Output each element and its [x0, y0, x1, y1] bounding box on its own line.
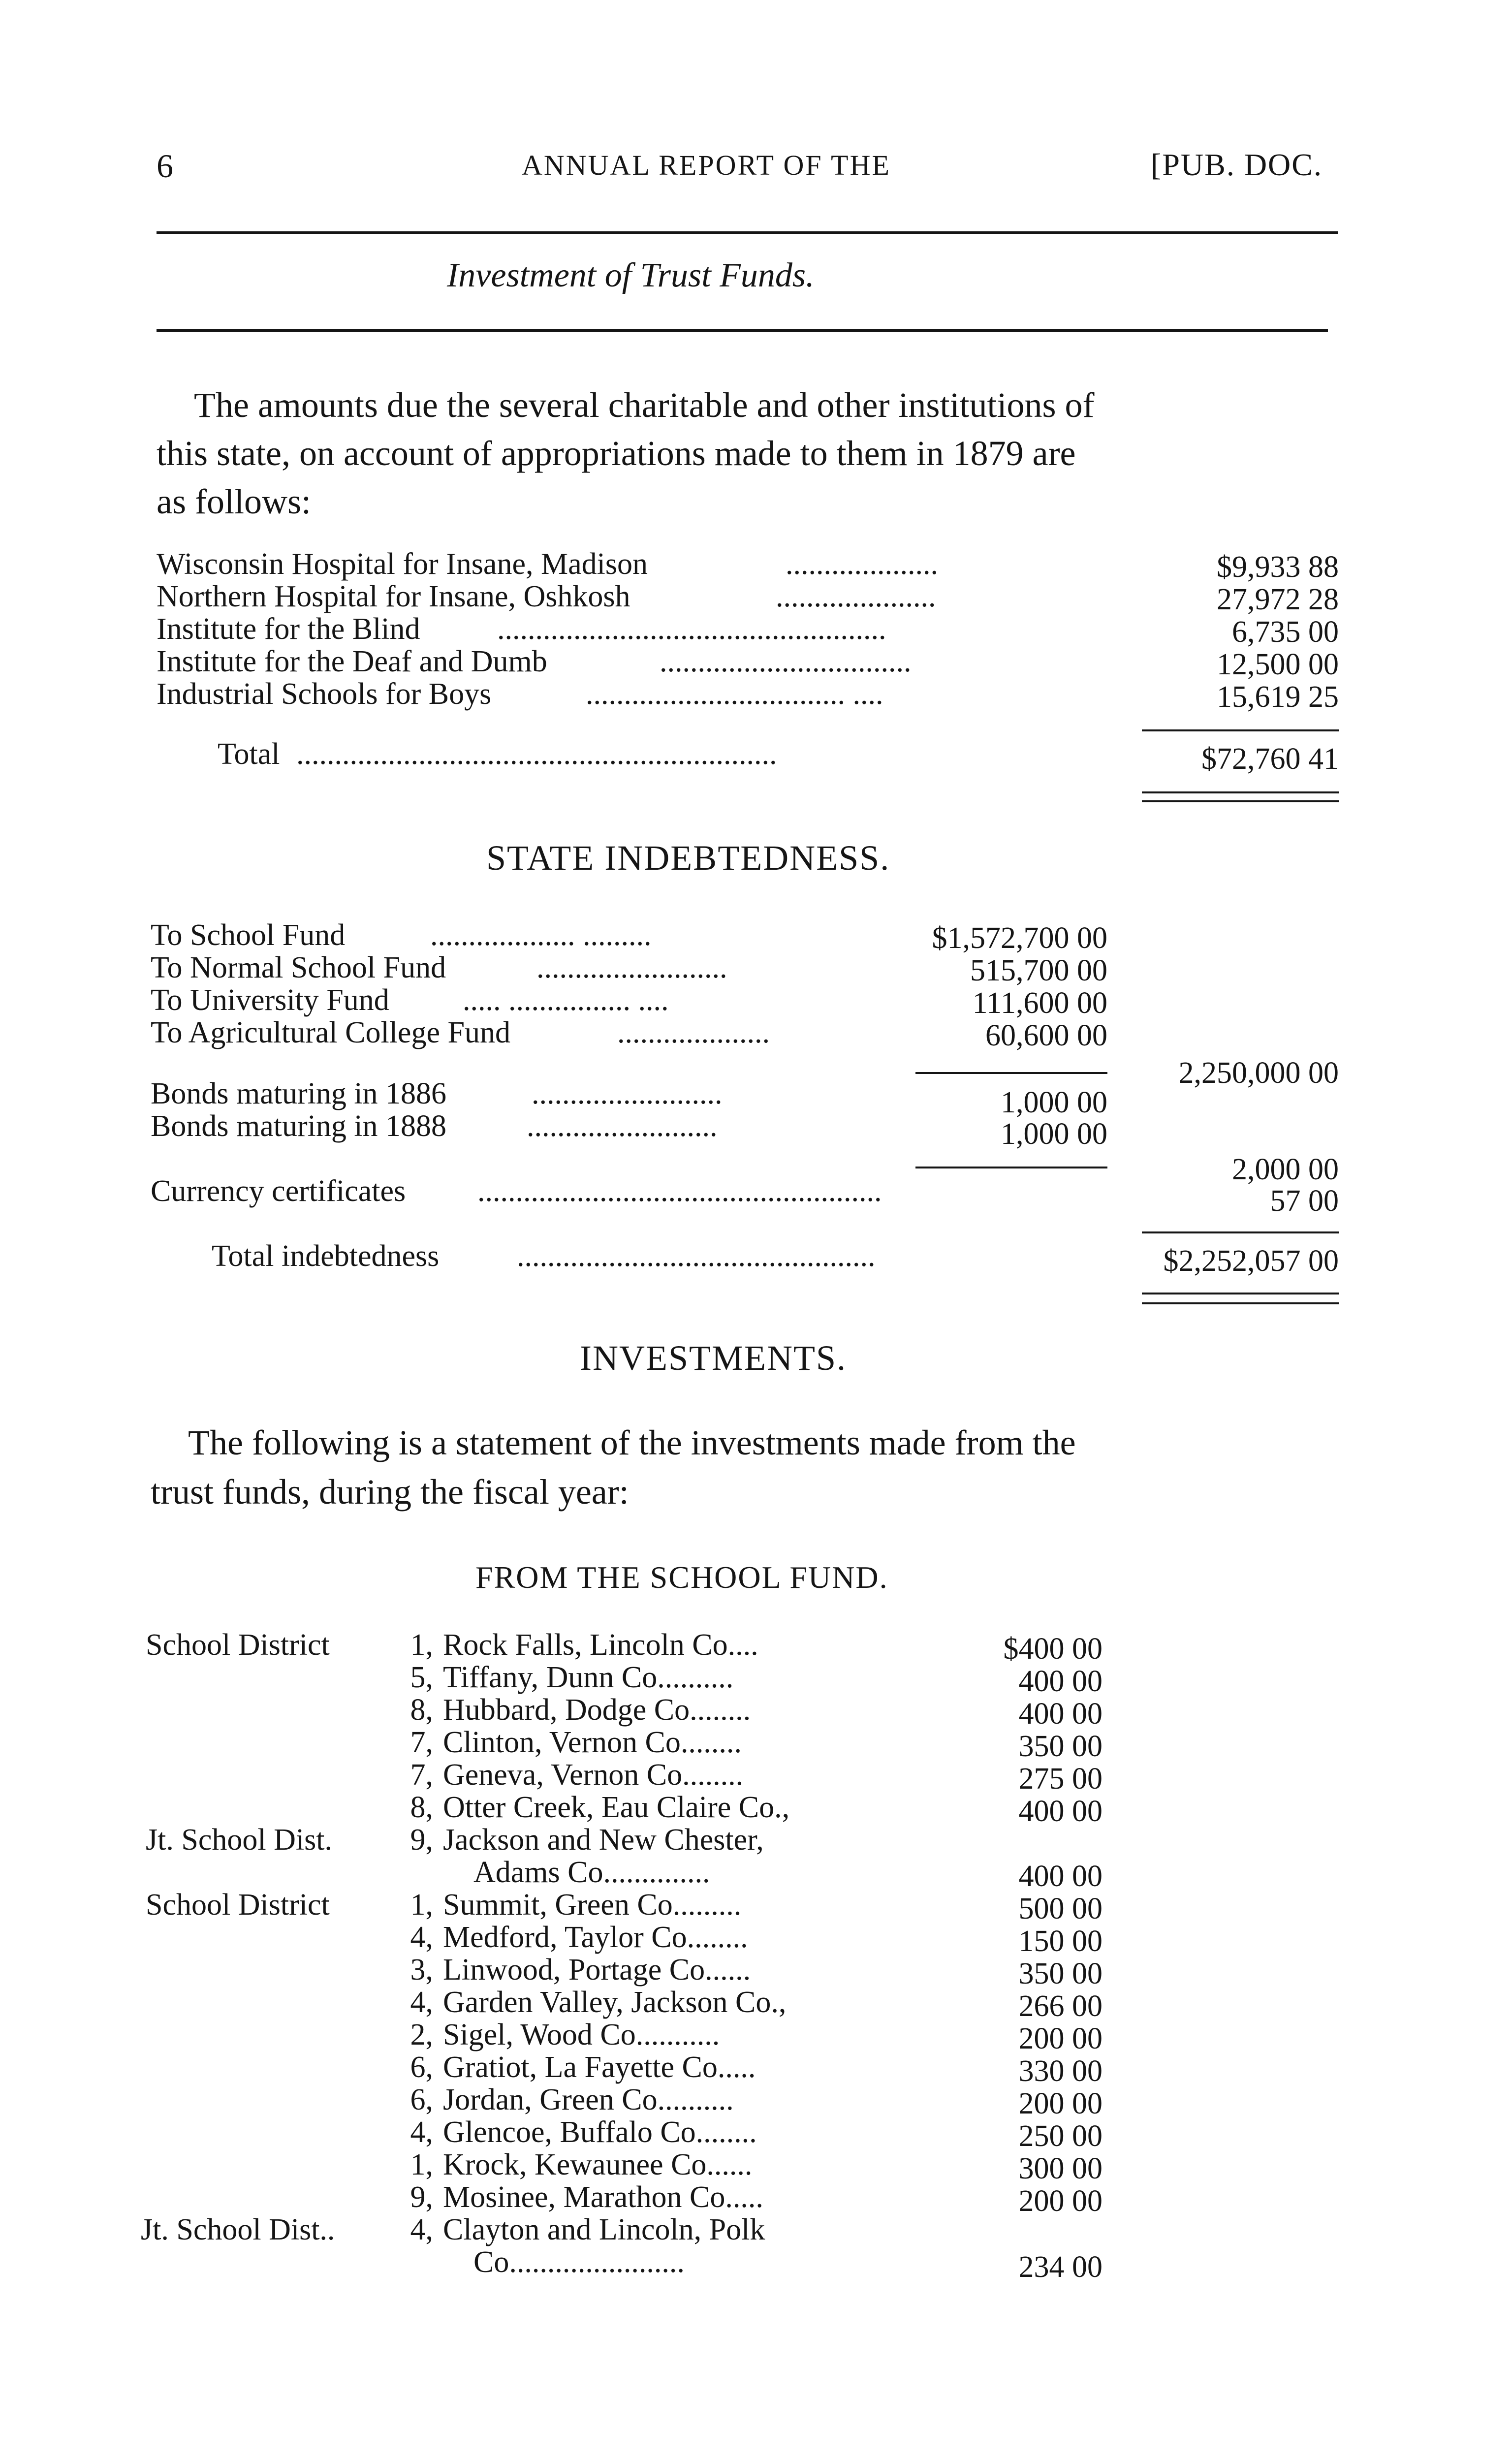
leader-dots: ................................................... [497, 612, 886, 646]
investments-heading: INVESTMENTS. [580, 1338, 847, 1378]
leader-dots: ..................... [776, 580, 936, 613]
total-label: Total [218, 737, 280, 771]
leader-dots: ......................... [536, 951, 727, 984]
bond-name: Bonds maturing in 1886 [151, 1077, 447, 1110]
leader-dots: .................... [617, 1016, 770, 1049]
district-place: Krock, Kewaunee Co...... [443, 2148, 753, 2181]
district-place: Glencoe, Buffalo Co........ [443, 2115, 757, 2149]
fund-name: To University Fund [151, 983, 389, 1017]
leader-dots: ................... ......... [430, 918, 652, 952]
investment-amount: 400 00 [1018, 1795, 1102, 1828]
indebtedness-heading: STATE INDEBTEDNESS. [486, 838, 890, 878]
appropriations-total: $72,760 41 [1201, 742, 1339, 776]
district-place: Garden Valley, Jackson Co., [443, 1986, 787, 2019]
fund-name: To Normal School Fund [151, 951, 446, 984]
investment-amount: 234 00 [1018, 2250, 1102, 2284]
page-number: 6 [157, 147, 173, 185]
investment-amount: 400 00 [1018, 1697, 1102, 1731]
appropriation-amount: $9,933 88 [1217, 550, 1339, 584]
district-number: 7, [410, 1758, 433, 1792]
district-place: Otter Creek, Eau Claire Co., [443, 1791, 790, 1824]
leader-dots: ..... ................ .... [463, 983, 669, 1017]
leader-dots: ..................................................... [477, 1174, 882, 1208]
appropriation-name: Wisconsin Hospital for Insane, Madison [157, 547, 648, 581]
indebtedness-total: $2,252,057 00 [1163, 1244, 1339, 1278]
fund-amount: 515,700 00 [970, 954, 1107, 987]
district-place: Co....................... [473, 2245, 685, 2279]
bond-amount: 1,000 00 [1001, 1117, 1107, 1151]
district-label: Jt. School Dist.. [141, 2213, 335, 2246]
investment-amount: 150 00 [1018, 1925, 1102, 1958]
district-place: Clayton and Lincoln, Polk [443, 2213, 765, 2246]
district-place: Mosinee, Marathon Co..... [443, 2180, 763, 2214]
district-place: Clinton, Vernon Co........ [443, 1726, 742, 1759]
investment-amount: 200 00 [1018, 2184, 1102, 2218]
district-number: 2, [410, 2018, 433, 2051]
district-number: 4, [410, 2115, 433, 2149]
district-place: Linwood, Portage Co...... [443, 1953, 751, 1987]
header-rule [157, 231, 1338, 234]
investment-amount: 350 00 [1018, 1957, 1102, 1990]
district-place: Rock Falls, Lincoln Co.... [443, 1628, 758, 1662]
district-number: 4, [410, 1921, 433, 1954]
fund-amount: 111,600 00 [972, 986, 1107, 1020]
district-number: 8, [410, 1693, 433, 1727]
investment-amount: 330 00 [1018, 2054, 1102, 2088]
investment-amount: 400 00 [1018, 1860, 1102, 1893]
intro-line-3: as follows: [157, 482, 311, 521]
leader-dots: ................................. [660, 645, 912, 678]
appropriation-amount: 27,972 28 [1217, 583, 1339, 616]
investments-intro-line-1: The following is a statement of the investments made from the [188, 1423, 1076, 1462]
investment-amount: 400 00 [1018, 1665, 1102, 1698]
sum-rule [1142, 729, 1339, 731]
funds-subtotal: 2,250,000 00 [1178, 1056, 1339, 1090]
total-label: Total indebtedness [212, 1239, 440, 1273]
investment-amount: 275 00 [1018, 1762, 1102, 1796]
district-number: 9, [410, 1823, 433, 1857]
intro-line-2: this state, on account of appropriations made to them in 1879 are [157, 434, 1076, 473]
fund-name: To School Fund [151, 918, 346, 952]
district-number: 4, [410, 2213, 433, 2246]
fund-amount: 60,600 00 [985, 1019, 1107, 1052]
fund-amount: $1,572,700 00 [932, 921, 1107, 955]
district-number: 6, [410, 2083, 433, 2116]
running-title: ANNUAL REPORT OF THE [522, 149, 891, 181]
investment-amount: 200 00 [1018, 2022, 1102, 2055]
district-number: 1, [410, 2148, 433, 2181]
appropriation-name: Institute for the Blind [157, 612, 420, 646]
leader-dots: ......................... [532, 1077, 723, 1110]
section-rule [157, 329, 1328, 332]
investment-amount: 300 00 [1018, 2152, 1102, 2185]
leader-dots: .................... [786, 547, 938, 581]
district-place: Tiffany, Dunn Co.......... [443, 1661, 734, 1694]
district-number: 1, [410, 1888, 433, 1922]
district-number: 6, [410, 2051, 433, 2084]
district-label: School District [146, 1888, 330, 1922]
fund-name: To Agricultural College Fund [151, 1016, 510, 1049]
investment-amount: 250 00 [1018, 2119, 1102, 2153]
sum-rule [915, 1167, 1107, 1168]
investment-amount: $400 00 [1003, 1632, 1102, 1666]
section-heading: Investment of Trust Funds. [447, 256, 815, 294]
district-place: Hubbard, Dodge Co........ [443, 1693, 751, 1727]
district-place: Geneva, Vernon Co........ [443, 1758, 744, 1792]
district-place: Jackson and New Chester, [443, 1823, 764, 1857]
double-rule [1142, 1293, 1339, 1294]
double-rule [1142, 1302, 1339, 1304]
currency-amount: 57 00 [1270, 1184, 1339, 1218]
leader-dots: ............................................... [517, 1239, 876, 1273]
district-place: Medford, Taylor Co........ [443, 1921, 748, 1954]
investments-intro-line-2: trust funds, during the fiscal year: [151, 1472, 629, 1512]
district-number: 1, [410, 1628, 433, 1662]
district-place: Summit, Green Co......... [443, 1888, 742, 1922]
investment-amount: 350 00 [1018, 1730, 1102, 1763]
district-place: Sigel, Wood Co........... [443, 2018, 720, 2051]
leader-dots: ............................................................... [296, 737, 777, 771]
district-place: Jordan, Green Co.......... [443, 2083, 734, 2116]
appropriation-amount: 12,500 00 [1217, 648, 1339, 681]
investment-amount: 500 00 [1018, 1892, 1102, 1925]
appropriation-name: Industrial Schools for Boys [157, 677, 492, 711]
appropriation-amount: 6,735 00 [1232, 615, 1339, 649]
double-rule [1142, 800, 1339, 802]
sum-rule [915, 1072, 1107, 1074]
district-label: School District [146, 1628, 330, 1662]
leader-dots: .................................. .... [586, 677, 883, 711]
sum-rule [1142, 1231, 1339, 1233]
currency-name: Currency certificates [151, 1174, 406, 1208]
school-fund-subheading: FROM THE SCHOOL FUND. [475, 1560, 888, 1595]
district-number: 7, [410, 1726, 433, 1759]
appropriation-name: Northern Hospital for Insane, Oshkosh [157, 580, 630, 613]
district-number: 8, [410, 1791, 433, 1824]
investment-amount: 266 00 [1018, 1989, 1102, 2023]
district-label: Jt. School Dist. [146, 1823, 332, 1857]
running-doc-label: [PUB. DOC. [1151, 147, 1323, 182]
investment-amount: 200 00 [1018, 2087, 1102, 2120]
district-number: 5, [410, 1661, 433, 1694]
bond-name: Bonds maturing in 1888 [151, 1109, 447, 1143]
district-number: 3, [410, 1953, 433, 1987]
district-place: Gratiot, La Fayette Co..... [443, 2051, 756, 2084]
bonds-subtotal: 2,000 00 [1232, 1153, 1339, 1186]
appropriation-amount: 15,619 25 [1217, 680, 1339, 714]
district-place: Adams Co.............. [473, 1856, 710, 1889]
bond-amount: 1,000 00 [1001, 1086, 1107, 1119]
appropriation-name: Institute for the Deaf and Dumb [157, 645, 547, 678]
district-number: 9, [410, 2180, 433, 2214]
leader-dots: ......................... [527, 1109, 718, 1143]
district-number: 4, [410, 1986, 433, 2019]
intro-line-1: The amounts due the several charitable and other institutions of [194, 385, 1095, 425]
double-rule [1142, 791, 1339, 793]
